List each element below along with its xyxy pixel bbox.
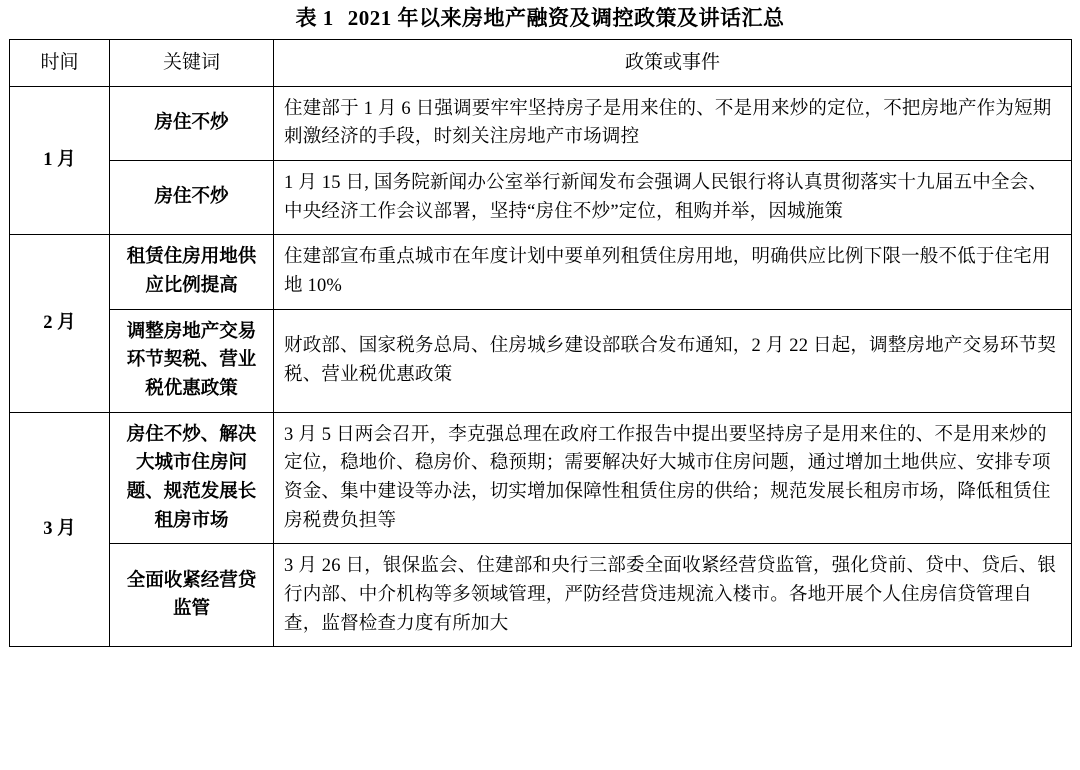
- table-body: [10, 86, 1072, 647]
- time-cell: 2 月: [10, 235, 110, 412]
- keyword-cell: 调整房地产交易环节契税、营业税优惠政策: [110, 309, 274, 412]
- column-header-keyword: 关键词: [110, 40, 274, 86]
- policy-table: [9, 39, 1072, 647]
- table-row: [10, 309, 1072, 412]
- time-cell: 3 月: [10, 412, 110, 647]
- caption-title: 2021 年以来房地产融资及调控政策及讲话汇总: [347, 6, 785, 30]
- table-header-row: [10, 40, 1072, 86]
- keyword-cell: 房住不炒、解决大城市住房问题、规范发展长租房市场: [110, 412, 274, 544]
- keyword-cell: 房住不炒: [110, 86, 274, 160]
- table-row: [10, 235, 1072, 309]
- keyword-cell: 全面收紧经营贷监管: [110, 544, 274, 647]
- table-row: [10, 86, 1072, 160]
- table-row: [10, 544, 1072, 647]
- policy-cell: 住建部于 1 月 6 日强调要牢牢坚持房子是用来住的、不是用来炒的定位，不把房地产作为短期刺激经济的手段，时刻关注房地产市场调控: [274, 86, 1072, 160]
- table-row: [10, 160, 1072, 234]
- time-cell: 1 月: [10, 86, 110, 235]
- policy-cell: 财政部、国家税务总局、住房城乡建设部联合发布通知，2 月 22 日起，调整房地产交易环节契税、营业税优惠政策: [274, 309, 1072, 412]
- caption-label: 表 1: [295, 6, 334, 30]
- table-header: [10, 40, 1072, 86]
- policy-cell: 1 月 15 日, 国务院新闻办公室举行新闻发布会强调人民银行将认真贯彻落实十九届五中全会、中央经济工作会议部署，坚持“房住不炒”定位，租购并举，因城施策: [274, 160, 1072, 234]
- policy-cell: 3 月 5 日两会召开，李克强总理在政府工作报告中提出要坚持房子是用来住的、不是用来炒的定位，稳地价、稳房价、稳预期；需要解决好大城市住房问题，通过增加土地供应、安排专项资金、集中建设等办法，切实增加保障性租赁住房的供给；规范发展长租房市场，降低租赁住房税费负担等: [274, 412, 1072, 544]
- column-header-time: 时间: [10, 40, 110, 86]
- table-caption: [0, 0, 1080, 39]
- table-row: [10, 412, 1072, 544]
- policy-cell: 3 月 26 日，银保监会、住建部和央行三部委全面收紧经营贷监管，强化贷前、贷中、贷后、银行内部、中介机构等多领域管理，严防经营贷违规流入楼市。各地开展个人住房信贷管理自查，监督检查力度有所加大: [274, 544, 1072, 647]
- keyword-cell: 房住不炒: [110, 160, 274, 234]
- column-header-policy: 政策或事件: [274, 40, 1072, 86]
- keyword-cell: 租赁住房用地供应比例提高: [110, 235, 274, 309]
- policy-cell: 住建部宣布重点城市在年度计划中要单列租赁住房用地，明确供应比例下限一般不低于住宅用地 10%: [274, 235, 1072, 309]
